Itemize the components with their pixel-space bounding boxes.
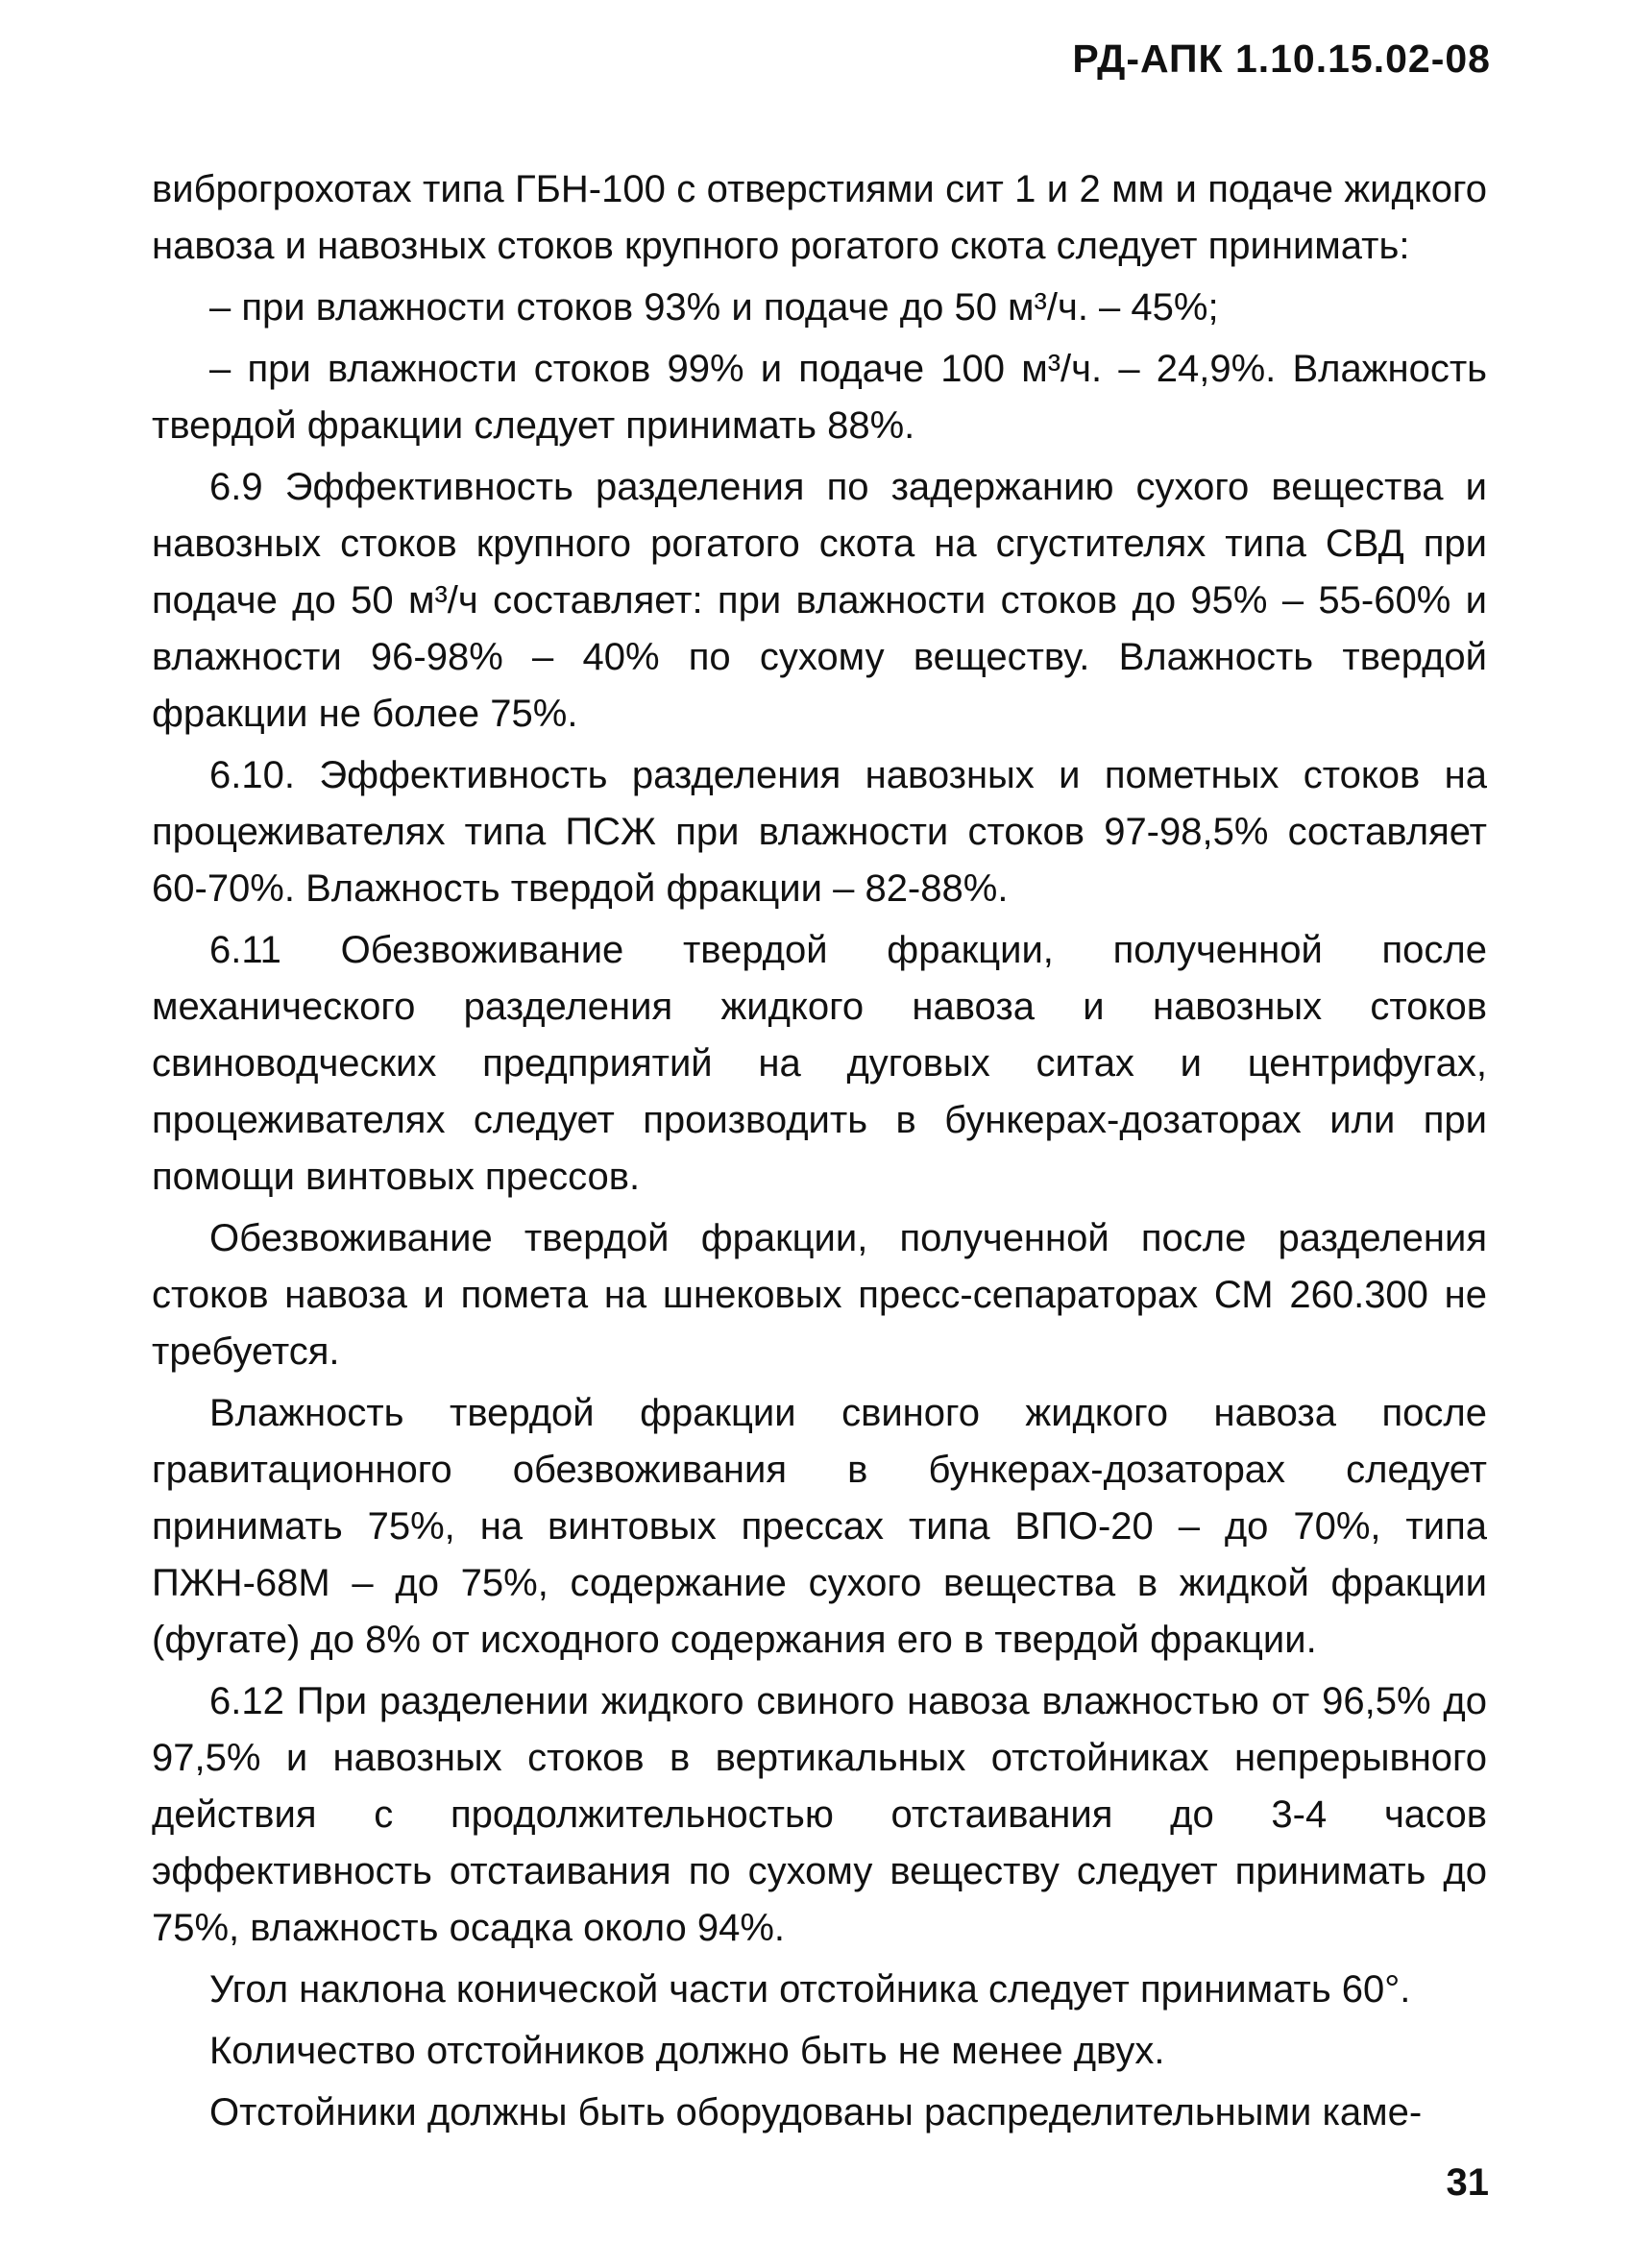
paragraph: виброгрохотах типа ГБН-100 с отверстиями сит 1 и 2 мм и подаче жидкого навоза и навозных стоков крупного рогатого скота следует принимать: — [152, 168, 1487, 267]
paragraph: 6.9 Эффективность разделения по задержанию сухого вещества и навозных стоков крупного рогатого скота на сгустителях типа СВД при подаче до 50 м³/ч составляет: при влажности стоков до 95% – 55-60% и влажности 96-98% – 40% по сухому веществу. Влажность твердой фракции не более 75%. — [152, 466, 1487, 735]
paragraph: – при влажности стоков 93% и подаче до 50 м³/ч. – 45%; — [209, 286, 1219, 329]
document-code: РД-АПК 1.10.15.02-08 — [1072, 37, 1491, 81]
paragraph: Угол наклона конической части отстойника следует принимать 60°. — [209, 1968, 1411, 2011]
paragraph: Отстойники должны быть оборудованы распределительными каме- — [209, 2091, 1423, 2134]
paragraph: Количество отстойников должно быть не менее двух. — [209, 2030, 1165, 2072]
paragraph: 6.12 При разделении жидкого свиного навоза влажностью от 96,5% до 97,5% и навозных стоков в вертикальных отстойниках непрерывного действия с продолжительностью отстаивания до 3-4 часов эффективность отстаивания по сухому веществу следует принимать до 75%, влажность осадка около 94%. — [152, 1680, 1487, 1949]
page-number: 31 — [1446, 2161, 1489, 2204]
paragraph: 6.11 Обезвоживание твердой фракции, полученной после механического разделения жидкого навоза и навозных стоков свиноводческих предприятий на дуговых ситах и центрифугах, процеживателях следует производить в бункерах-дозаторах или при помощи винтовых прессов. — [152, 929, 1487, 1198]
paragraph: Обезвоживание твердой фракции, полученной после разделения стоков навоза и помета на шнековых пресс-сепараторах СМ 260.300 не требуется. — [152, 1217, 1487, 1373]
paragraph: 6.10. Эффективность разделения навозных и пометных стоков на процеживателях типа ПСЖ при влажности стоков 97-98,5% составляет 60-70%. Влажность твердой фракции – 82-88%. — [152, 754, 1487, 910]
paragraph: – при влажности стоков 99% и подаче 100 м³/ч. – 24,9%. Влажность твердой фракции следует принимать 88%. — [152, 348, 1487, 447]
page-body — [152, 161, 1487, 2146]
paragraph: Влажность твердой фракции свиного жидкого навоза после гравитационного обезвоживания в бункерах-дозаторах следует принимать 75%, на винтовых прессах типа ВПО-20 – до 70%, типа ПЖН-68М – до 75%, содержание сухого вещества в жидкой фракции (фугате) до 8% от исходного содержания его в твердой фракции. — [152, 1392, 1487, 1661]
